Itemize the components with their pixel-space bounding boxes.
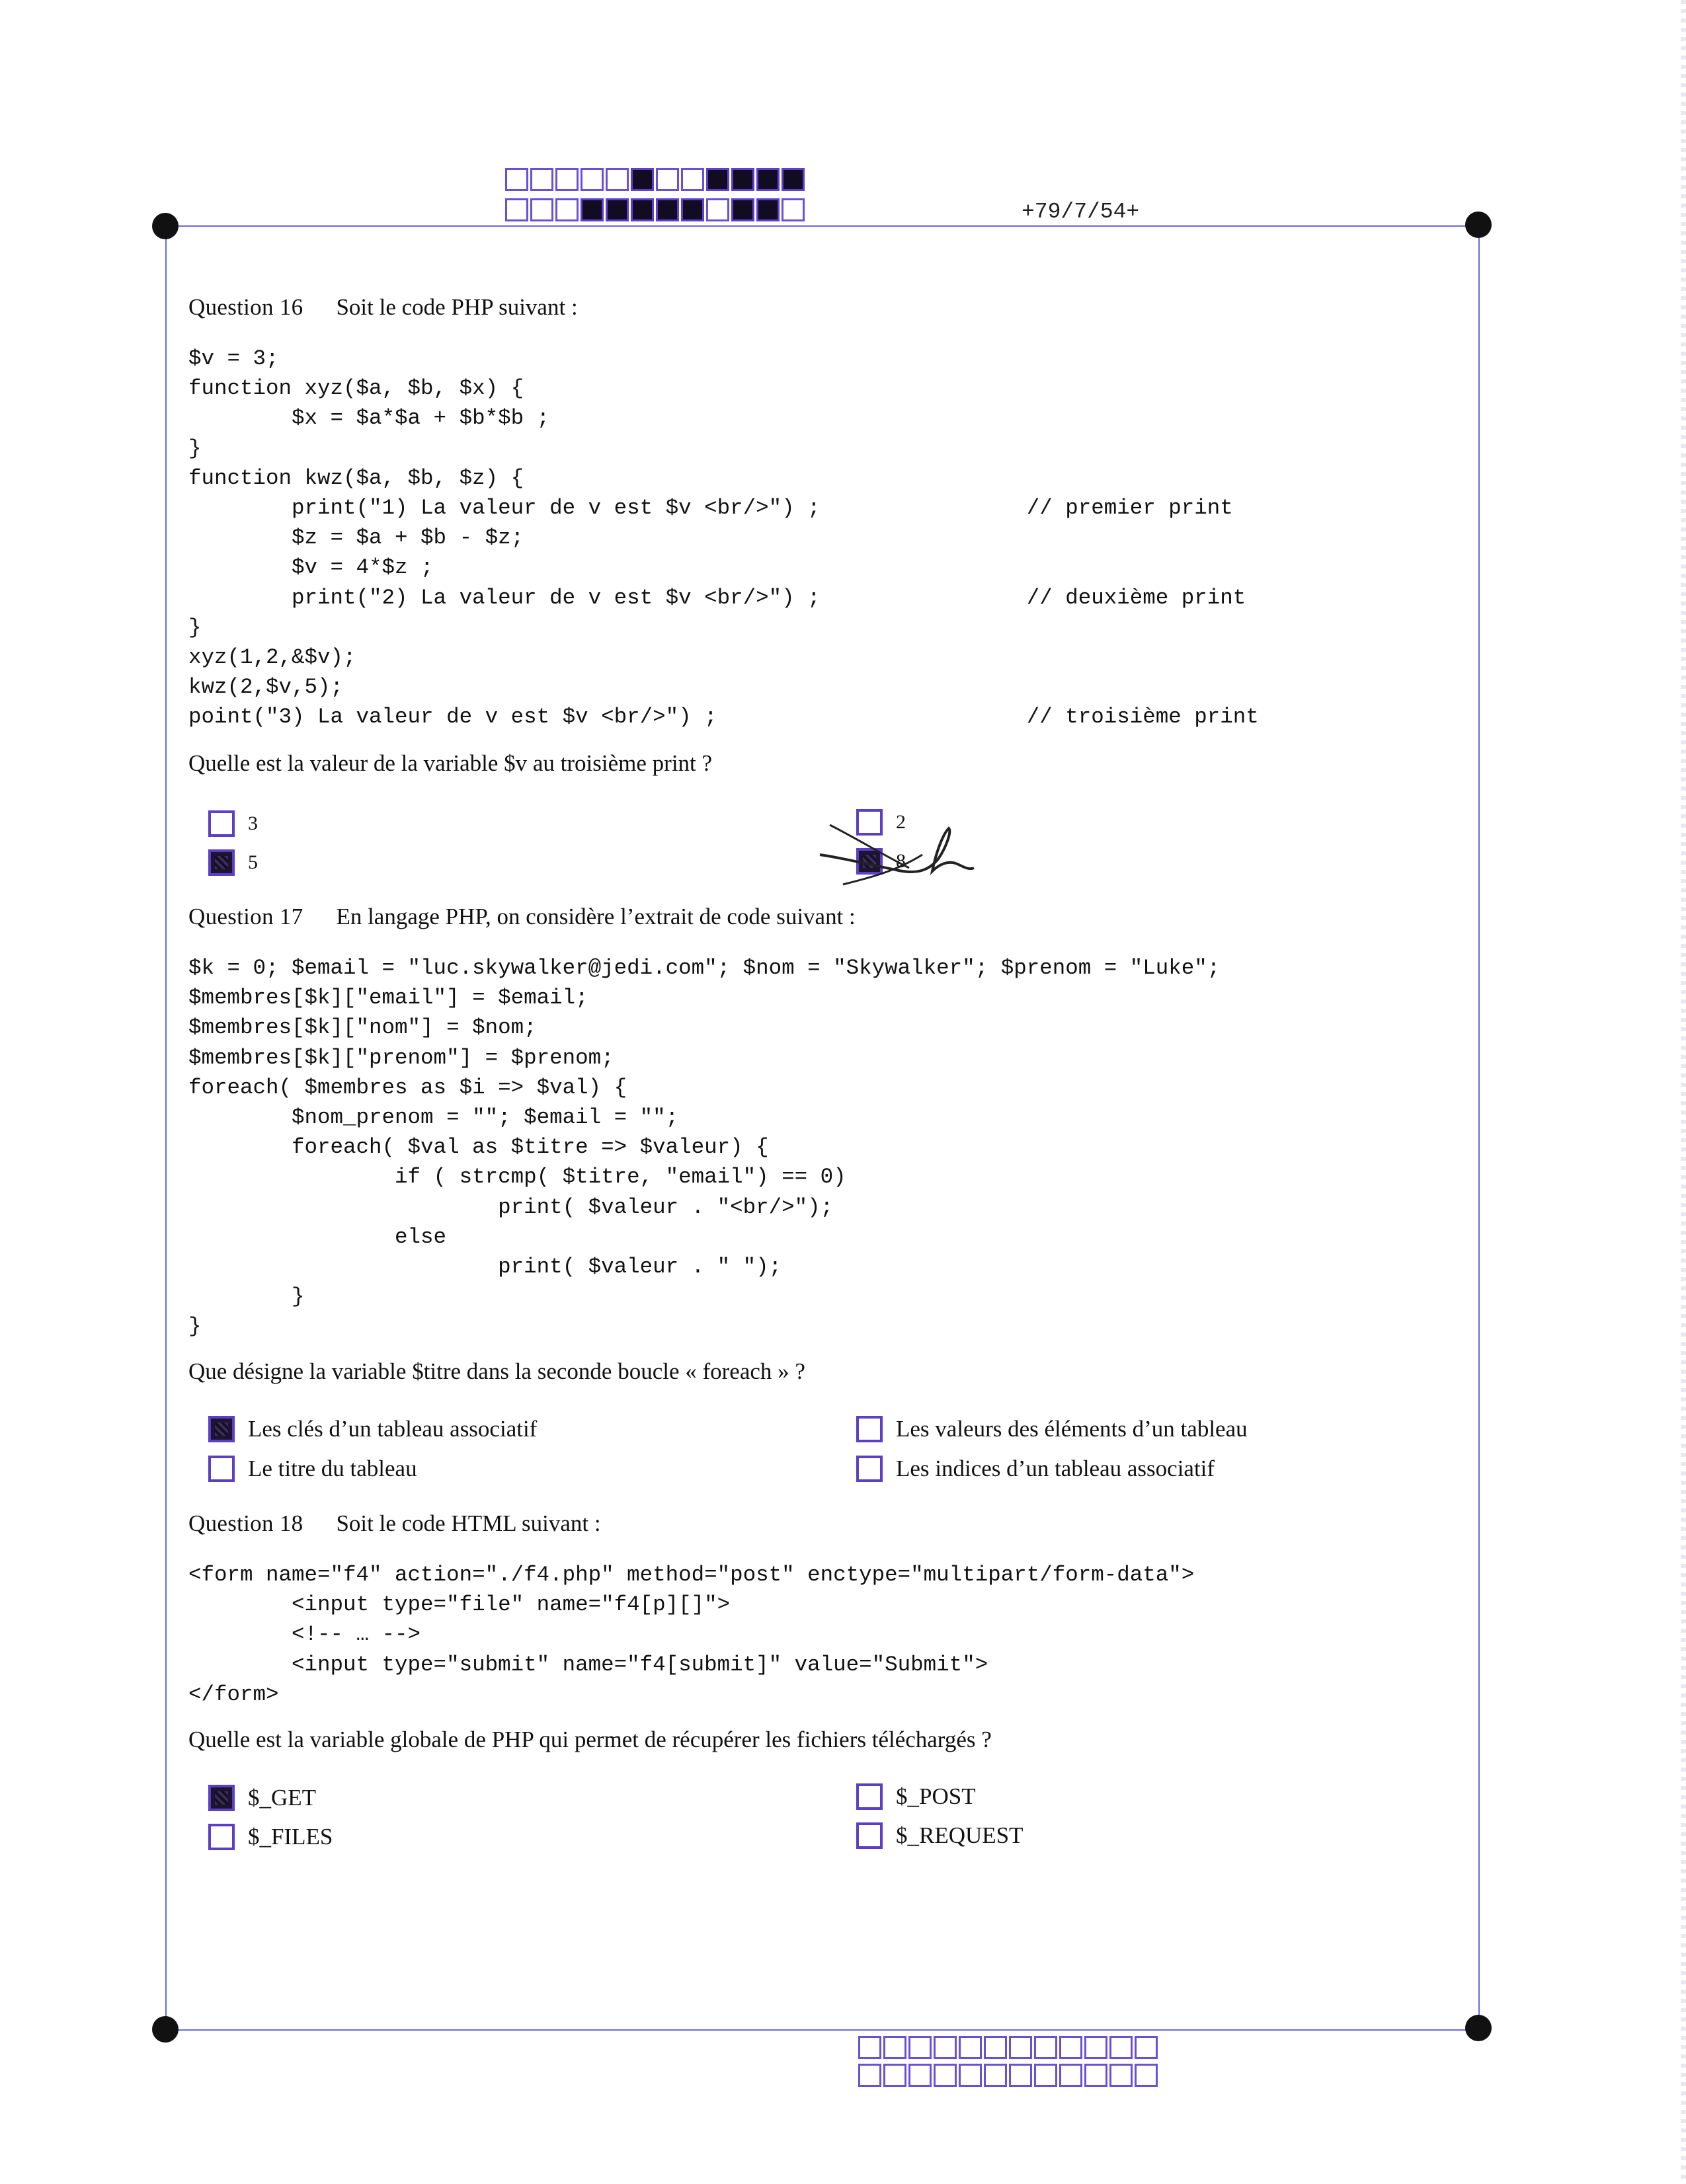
- code-square-empty: [530, 168, 553, 191]
- corner-mark-bottom-right: [1465, 2015, 1492, 2041]
- answer-label: $_REQUEST: [896, 1822, 1024, 1848]
- question-17-label: Question 17: [188, 904, 303, 929]
- answer-label: 8: [896, 850, 906, 872]
- question-16-intro: Soit le code PHP suivant :: [336, 294, 578, 320]
- code-square-empty: [706, 198, 729, 221]
- code-square-empty: [1135, 2036, 1158, 2059]
- code-square-empty: [1084, 2064, 1107, 2087]
- code-square-empty: [782, 198, 805, 221]
- frame-top-line: [165, 225, 1479, 227]
- code-square-empty: [1059, 2064, 1082, 2087]
- code-square-empty: [505, 198, 528, 221]
- code-square-empty: [1135, 2064, 1158, 2087]
- answer-label: Le titre du tableau: [248, 1456, 417, 1481]
- code-square-empty: [984, 2064, 1007, 2087]
- header-code-row-2: [505, 198, 807, 221]
- q16-answer-3[interactable]: [208, 810, 258, 837]
- code-square-filled: [631, 198, 654, 221]
- code-square-empty: [530, 198, 553, 221]
- question-17-prompt: Que désigne la variable $titre dans la seconde boucle « foreach » ?: [188, 1358, 805, 1384]
- q16-answer-5[interactable]: [208, 849, 258, 876]
- question-18-label: Question 18: [188, 1510, 303, 1536]
- question-16-code: $v = 3; function xyz($a, $b, $x) { $x = $a*$a + $b*$b ; } function kwz($a, $b, $z) { print("1) La valeur de v est $v <br/>") ; // premier print $z = $a + $b - $z; $v = 4*$z ; print("2) La valeur de v est $v <br/>") ; // deuxième print } xyz(1,2,&$v); kwz(2,$v,5); point("3) La valeur de v est $v <br/>") ; // troisième print: [188, 346, 1259, 730]
- footer-code-row-2: [858, 2064, 1160, 2087]
- code-square-empty: [1009, 2036, 1032, 2059]
- frame-bottom-line: [165, 2029, 1479, 2031]
- question-18-header: [188, 1510, 601, 1537]
- page-id: +79/7/54+: [1022, 200, 1140, 224]
- code-square-empty: [984, 2036, 1007, 2059]
- code-square-empty: [1084, 2036, 1107, 2059]
- header-code-row-1: [505, 168, 807, 191]
- footer-code-row-1: [858, 2036, 1160, 2059]
- scan-edge-noise: [1681, 0, 1686, 2184]
- code-square-filled: [581, 198, 604, 221]
- q18-answer-request[interactable]: [856, 1822, 1024, 1849]
- answer-label: 3: [248, 812, 258, 834]
- code-square-filled: [681, 198, 704, 221]
- code-square-filled: [782, 168, 805, 191]
- corner-mark-bottom-left: [152, 2016, 179, 2043]
- answer-label: Les indices d’un tableau associatif: [896, 1456, 1215, 1481]
- answer-label: 2: [896, 811, 906, 833]
- code-square-empty: [1059, 2036, 1082, 2059]
- code-square-empty: [934, 2064, 957, 2087]
- checkbox[interactable]: [856, 1456, 883, 1482]
- checkbox-checked[interactable]: [208, 849, 235, 876]
- q17-answer-cles[interactable]: [208, 1416, 537, 1442]
- q17-answer-titre[interactable]: [208, 1456, 417, 1482]
- answer-label: $_POST: [896, 1783, 976, 1809]
- checkbox[interactable]: [208, 1456, 235, 1482]
- code-square-empty: [555, 198, 579, 221]
- code-square-empty: [959, 2036, 982, 2059]
- question-16-prompt: Quelle est la valeur de la variable $v au troisième print ?: [188, 750, 713, 776]
- checkbox[interactable]: [856, 1822, 883, 1849]
- code-square-empty: [606, 168, 629, 191]
- code-square-filled: [606, 198, 629, 221]
- code-square-empty: [959, 2064, 982, 2087]
- code-square-empty: [1034, 2036, 1057, 2059]
- q18-answer-files[interactable]: [208, 1824, 333, 1850]
- code-square-empty: [555, 168, 579, 191]
- code-square-empty: [908, 2064, 932, 2087]
- code-square-filled: [706, 168, 729, 191]
- q17-answer-indices[interactable]: [856, 1456, 1215, 1482]
- question-18-prompt: Quelle est la variable globale de PHP qui permet de récupérer les fichiers téléchargés ?: [188, 1727, 992, 1752]
- q18-answer-get[interactable]: [208, 1785, 316, 1811]
- question-16-label: Question 16: [188, 294, 303, 320]
- code-square-filled: [756, 198, 780, 221]
- crossed-out-scribble-icon: [817, 818, 975, 891]
- question-17-header: [188, 904, 856, 930]
- code-square-filled: [756, 168, 780, 191]
- frame-left-line: [165, 225, 167, 2030]
- checkbox[interactable]: [208, 810, 235, 837]
- answer-label: 5: [248, 851, 258, 873]
- code-square-empty: [858, 2064, 881, 2087]
- answer-label: Les valeurs des éléments d’un tableau: [896, 1416, 1248, 1442]
- answer-label: $_FILES: [248, 1824, 333, 1850]
- question-16-header: [188, 294, 578, 321]
- checkbox[interactable]: [208, 1824, 235, 1850]
- code-square-empty: [1034, 2064, 1057, 2087]
- code-square-empty: [1109, 2064, 1133, 2087]
- q18-answer-post[interactable]: [856, 1783, 976, 1810]
- q17-answer-valeurs[interactable]: [856, 1416, 1248, 1442]
- question-17-intro: En langage PHP, on considère l’extrait de code suivant :: [336, 904, 856, 929]
- question-17-code: $k = 0; $email = "luc.skywalker@jedi.com"; $nom = "Skywalker"; $prenom = "Luke"; $membres[$k]["email"] = $email; $membres[$k]["nom"] = $nom; $membres[$k]["prenom"] = $prenom; foreach( $membres as $i => $val) { $nom_prenom = ""; $email = ""; foreach( $val as $titre => $valeur) { if ( strcmp( $titre, "email") == 0) print( $valeur . "<br/>"); else print( $valeur . " "); } }: [188, 956, 1221, 1339]
- checkbox[interactable]: [856, 1416, 883, 1442]
- code-square-filled: [731, 168, 754, 191]
- code-square-empty: [656, 168, 679, 191]
- code-square-empty: [681, 168, 704, 191]
- code-square-empty: [1109, 2036, 1133, 2059]
- frame-right-line: [1478, 225, 1480, 2030]
- code-square-empty: [581, 168, 604, 191]
- code-square-filled: [631, 168, 654, 191]
- code-square-empty: [505, 168, 528, 191]
- code-square-empty: [1009, 2064, 1032, 2087]
- answer-label: Les clés d’un tableau associatif: [248, 1416, 538, 1442]
- answer-label: $_GET: [248, 1785, 317, 1811]
- checkbox-checked[interactable]: [208, 1785, 235, 1811]
- question-18-code: <form name="f4" action="./f4.php" method="post" enctype="multipart/form-data"> <input type="file" name="f4[p][]"> <!-- … --> <input type="submit" name="f4[submit]" value="Submit"> </form>: [188, 1563, 1195, 1707]
- corner-mark-top-right: [1465, 212, 1492, 238]
- code-square-empty: [934, 2036, 957, 2059]
- code-square-empty: [858, 2036, 881, 2059]
- code-square-filled: [656, 198, 679, 221]
- question-18-intro: Soit le code HTML suivant :: [336, 1510, 601, 1536]
- checkbox-checked[interactable]: [208, 1416, 235, 1442]
- code-square-filled: [731, 198, 754, 221]
- code-square-empty: [883, 2064, 906, 2087]
- code-square-empty: [908, 2036, 932, 2059]
- checkbox[interactable]: [856, 1783, 883, 1810]
- code-square-empty: [883, 2036, 906, 2059]
- corner-mark-top-left: [152, 213, 179, 239]
